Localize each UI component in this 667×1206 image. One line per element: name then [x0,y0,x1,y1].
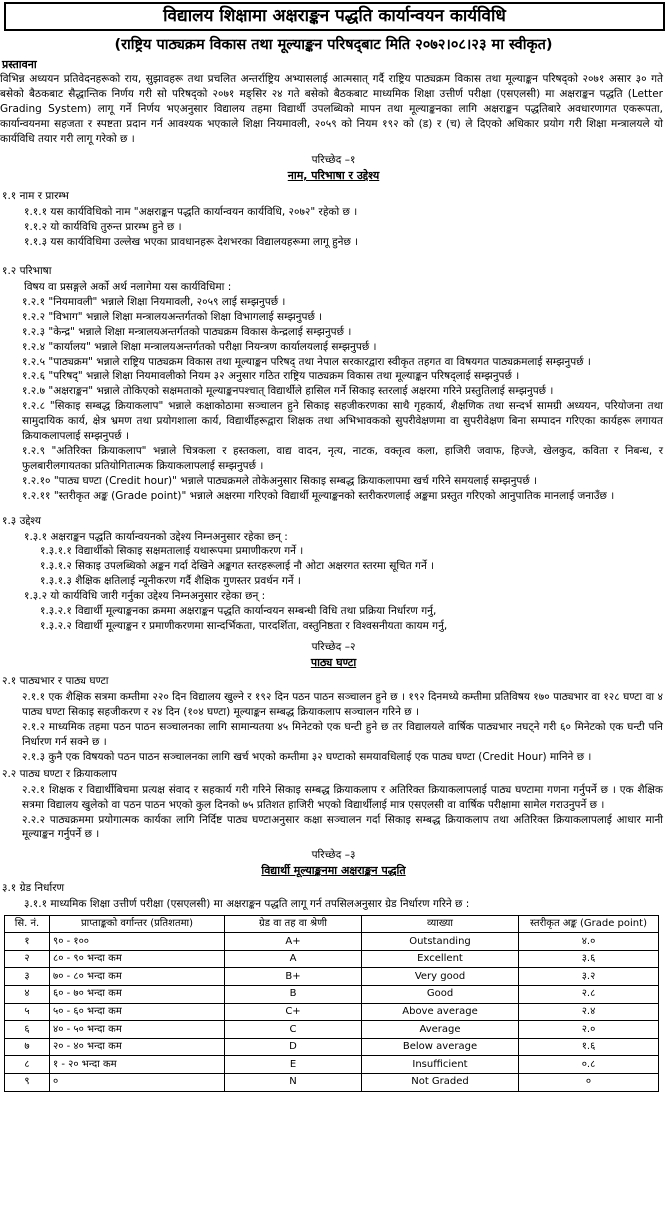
cell-grade: C+ [225,1003,362,1021]
chapter-1-label: परिच्छेद –१ [311,153,356,166]
clause-2-1-1: २.१.१ एक शैक्षिक सत्रमा कम्तीमा २२० दिन विद्यालय खुल्ने र १९२ दिन पठन पाठन सञ्चालन हुने छ । १९२ दिनमध्ये कम्तीमा प्रतिविषय १७० पाठ्यभार वा १२८ घण्टा वा ४ पाठ्य घण्टा सिकाइ सहजीकरण र २४ दिन (१०४ घण्टा) मूल्याङ्कन सम्बद्ध क्रियाकलाप सञ्चालन गरिने छ । [22,691,663,719]
grade-table [4,915,659,1092]
definition-1-2-5: १.२.५ "पाठ्यक्रम" भन्नाले राष्ट्रिय पाठ्यक्रम विकास तथा मूल्याङ्कन परिषद्‌ तथा नेपाल सरकारद्वारा स्वीकृत तहगत वा विषयगत पाठ्यक्रमलाई सम्झनुपर्छ । [22,355,591,368]
clause-2-1-2: २.१.२ माध्यमिक तहमा पठन पाठन सञ्चालनका लागि सामान्यतया ४५ मिनेटको एक घन्टी हुने छ तर विद्यालयले वार्षिक पाठ्यभार नघट्ने गरी ६० मिनेटको एक घन्टी पनि निर्धारण गर्न सक्ने छ । [22,721,663,748]
cell-description: Excellent [362,950,519,968]
clause-2-2-2: २.२.२ पाठ्यक्रममा प्रयोगात्मक कार्यका लागि निर्दिष्ट पाठ्य घण्टाअनुसार कक्षा सञ्चालन गर्दा सिकाइ सम्बद्ध क्रियाकलाप तथा अतिरिक्त क्रियाकलापलाई आधार मानी मूल्याङ्कन गर्नुपर्ने छ । [22,813,663,841]
cell-grade-point: ४.० [519,933,659,951]
header-range: प्राप्ताङ्कको वर्गान्तर (प्रतिशतमा) [50,915,225,933]
section-1-1-heading: १.१ नाम र प्रारम्भ [2,190,69,203]
definitions-intro: विषय वा प्रसङ्गले अर्को अर्थ नलागेमा यस कार्यविधिमा : [24,281,232,294]
clause-2-2-1: २.२.१ शिक्षक र विद्यार्थीबिचमा प्रत्यक्ष संवाद र सहकार्य गरी गरिने सिकाइ सम्बद्ध क्रियाकलाप र अतिरिक्त क्रियाकलापलाई पाठ्य घण्टामा गणना गर्नुपर्ने छ । एक शैक्षिक सत्रमा विद्यालय खुलेको वा पठन पाठन भएको कुल दिनको ७५ प्रतिशत हाजिरी भएको विद्यार्थीलाई मात्र एसएलसी वा वार्षिक परीक्षामा सामेल गराउनुपर्ने छ । [22,783,663,811]
section-1-2-heading: १.२ परिभाषा [2,265,52,278]
table-row [5,1021,659,1039]
table-row [5,986,659,1004]
cell-grade-point: ० [519,1074,659,1092]
cell-range: ४० - ५० भन्दा कम [50,1021,225,1039]
table-row [5,968,659,986]
cell-range: ७० - ८० भन्दा कम [50,968,225,986]
grade-table-header [5,915,659,933]
section-1-3-heading: १.३ उद्देश्य [2,514,41,527]
chapter-1-title: नाम, परिभाषा र उद्देश्य [287,168,380,182]
cell-range: १ - २० भन्दा कम [50,1056,225,1074]
chapter-2-label: परिच्छेद –२ [311,640,356,653]
table-row [5,1038,659,1056]
cell-serial: ५ [5,1003,50,1021]
header-grade-point: स्तरीकृत अङ्क (Grade point) [519,915,659,933]
cell-grade: A+ [225,933,362,951]
cell-description: Above average [362,1003,519,1021]
cell-grade: E [225,1056,362,1074]
cell-description: Average [362,1021,519,1039]
table-row [5,1003,659,1021]
cell-description: Outstanding [362,933,519,951]
preamble-text: विभिन्न अध्ययन प्रतिवेदनहरूको राय, सुझावहरू तथा प्रचलित अन्तर्राष्ट्रिय अभ्यासलाई आत्मसात्‌ गर्दै राष्ट्रिय पाठ्यक्रम विकास तथा मूल्याङ्कन परिषद्‌को २०७१ असार ३० गते बसेको बैठकबाट सैद्धान्तिक निर्णय गरी सो परिषद्‌को २०७१ मङ्सिर २४ गते बसेको बैठकबाट माध्यमिक शिक्षा उत्तीर्ण परीक्षा (एसएलसी) मा अक्षराङ्कन पद्धति (Letter Grading System) लागू गर्ने निर्णय भएअनुसार विद्यालय तहमा विद्यार्थी उपलब्धिको मापन तथा मूल्याङ्कनका लागि अक्षराङ्कन पद्धतिबारे अवधारणागत एकरूपता, कार्यान्वयनमा सहजता र स्पष्टता प्रदान गर्न आवश्यक भएकाले शिक्षा नियमावली, २०५९ को नियम १९२ को (ड) र (च) ले दिएको अधिकार प्रयोग गरी शिक्षा मन्त्रालयले यो कार्यविधि तयार गरी लागू गरेको छ । [0,73,663,146]
cell-description: Very good [362,968,519,986]
cell-grade: B [225,986,362,1004]
definition-1-2-8: १.२.८ "सिकाइ सम्बद्ध क्रियाकलाप" भन्नाले कक्षाकोठामा सञ्चालन हुने सिकाइ सहजीकरणका साथै गृहकार्य, शैक्षणिक तथा सन्दर्भ सामग्री अध्ययन, परियोजना तथा सामुदायिक कार्य, क्षेत्र भ्रमण तथा प्रयोगशाला कार्य, विद्यार्थीहरूद्वारा शिक्षक तथा अभिभावकको सुपरीवेक्षणमा वा सुपरीवेक्षण बिना सम्पादन गरिएका कार्यहरू लगायत क्रियाकलापलाई सम्झनुपर्छ । [22,400,663,443]
definition-1-2-10: १.२.१० "पाठ्य घण्टा (Credit hour)" भन्नाले पाठ्यक्रमले तोकेअनुसार सिकाइ सम्बद्ध क्रियाकलापमा खर्च गरिने समयलाई सम्झनुपर्छ । [22,474,538,487]
clause-1-1-1: १.१.१ यस कार्यविधिको नाम "अक्षराङ्कन पद्धति कार्यान्वयन कार्यविधि, २०७२" रहेको छ । [24,206,358,219]
chapter-3-label: परिच्छेद –३ [311,849,356,862]
cell-description: Not Graded [362,1074,519,1092]
cell-grade-point: ३.२ [519,968,659,986]
document-title: विद्यालय शिक्षामा अक्षराङ्कन पद्धति कार्यान्वयन कार्यविधि [4,2,665,31]
definition-1-2-9: १.२.९ "अतिरिक्त क्रियाकलाप" भन्नाले चित्रकला र हस्तकला, वाद्य वादन, नृत्य, नाटक, वक्तृत्व कला, हाजिरी जवाफ, हिज्जे, खेलकुद, कविता र निबन्ध, र फुलबारीलगायतका प्रतियोगितात्मक क्रियाकलापलाई सम्झनुपर्छ । [22,444,663,472]
cell-range: ५० - ६० भन्दा कम [50,1003,225,1021]
objective-1-3-1: १.३.१ अक्षराङ्कन पद्धति कार्यान्वयनको उद्देश्य निम्नअनुसार रहेका छन्‌ : [24,530,288,543]
definition-1-2-3: १.२.३ "केन्द्र" भन्नाले शिक्षा मन्त्रालयअन्तर्गतको पाठ्यक्रम विकास केन्द्रलाई सम्झनुपर्छ । [22,325,352,338]
cell-range: ० [50,1074,225,1092]
cell-serial: ७ [5,1038,50,1056]
cell-serial: ८ [5,1056,50,1074]
table-row [5,950,659,968]
cell-serial: ६ [5,1021,50,1039]
section-3-1-heading: ३.१ ग्रेड निर्धारण [2,881,65,894]
cell-range: २० - ४० भन्दा कम [50,1038,225,1056]
cell-serial: ९ [5,1074,50,1092]
definition-1-2-2: १.२.२ "विभाग" भन्नाले शिक्षा मन्त्रालयअन्तर्गतको शिक्षा विभागलाई सम्झनुपर्छ । [22,310,323,323]
section-2-1-heading: २.१ पाठ्यभार र पाठ्य घण्टा [2,675,109,688]
objective-1-3-2-1: १.३.२.१ विद्यार्थी मूल्याङ्कनका क्रममा अक्षराङ्कन पद्धति कार्यान्वयन सम्बन्धी विधि तथा प्रक्रिया निर्धारण गर्नु, [40,605,437,618]
chapter-2-title: पाठ्य घण्टा [310,655,357,669]
objective-1-3-1-1: १.३.१.१ विद्यार्थीको सिकाइ सक्षमतालाई यथारूपमा प्रमाणीकरण गर्ने । [40,545,304,558]
cell-grade: N [225,1074,362,1092]
clause-1-1-3: १.१.३ यस कार्यविधिमा उल्लेख भएका प्रावधानहरू देशभरका विद्यालयहरूमा लागू हुनेछ । [24,236,359,249]
section-2-2-heading: २.२ पाठ्य घण्टा र क्रियाकलाप [2,767,117,780]
cell-range: ८० - ९० भन्दा कम [50,950,225,968]
objective-1-3-2: १.३.२ यो कार्यविधि जारी गर्नुका उद्देश्य निम्नअनुसार रहेका छन्‌ : [24,590,266,603]
table-row [5,1074,659,1092]
cell-grade-point: १.६ [519,1038,659,1056]
header-grade: ग्रेड वा तह वा श्रेणी [225,915,362,933]
header-serial: सि. नं. [5,915,50,933]
definition-1-2-6: १.२.६ "परिषद्‌" भन्नाले शिक्षा नियमावलीको नियम ३२ अनुसार गठित राष्ट्रिय पाठ्यक्रम विकास तथा मूल्याङ्कन परिषद्‌लाई सम्झनुपर्छ । [22,370,520,383]
cell-description: Below average [362,1038,519,1056]
definition-1-2-1: १.२.१ "नियमावली" भन्नाले शिक्षा नियमावली, २०५९ लाई सम्झनुपर्छ । [22,295,286,308]
cell-range: ६० - ७० भन्दा कम [50,986,225,1004]
cell-grade: B+ [225,968,362,986]
approval-subtitle: (राष्ट्रिय पाठ्यक्रम विकास तथा मूल्याङ्कन परिषद्‌बाट मिति २०७२।०८।२३ मा स्वीकृत) [114,37,553,54]
clause-1-1-2: १.१.२ यो कार्यविधि तुरुन्त प्रारम्भ हुने छ । [24,221,182,234]
cell-description: Insufficient [362,1056,519,1074]
cell-description: Good [362,986,519,1004]
definition-1-2-11: १.२.११ "स्तरीकृत अङ्क (Grade point)" भन्नाले अक्षरमा गरिएको विद्यार्थी मूल्याङ्कनको स्तरीकरणलाई अङ्कमा प्रस्तुत गरिएको आनुपातिक मानलाई जनाउँछ । [22,489,615,502]
cell-serial: १ [5,933,50,951]
definition-1-2-4: १.२.४ "कार्यालय" भन्नाले शिक्षा मन्त्रालयअन्तर्गतको परीक्षा नियन्त्रण कार्यालयलाई सम्झनुपर्छ । [22,340,377,353]
cell-grade: C [225,1021,362,1039]
table-row [5,933,659,951]
objective-1-3-2-2: १.३.२.२ विद्यार्थी मूल्याङ्कन र प्रमाणीकरणमा सान्दर्भिकता, पारदर्शिता, वस्तुनिष्ठता र विश्वसनीयता कायम गर्नु, [40,619,448,632]
cell-grade-point: ०.८ [519,1056,659,1074]
cell-serial: २ [5,950,50,968]
table-row [5,1056,659,1074]
definition-1-2-7: १.२.७ "अक्षराङ्कन" भन्नाले तोकिएको सक्षमताको मूल्याङ्कनपश्चात्‌ विद्यार्थीले हासिल गर्ने सिकाइ स्तरलाई अक्षरमा गरिने प्रस्तुतिलाई सम्झनुपर्छ । [22,385,554,398]
cell-grade-point: २.८ [519,986,659,1004]
cell-grade-point: २.४ [519,1003,659,1021]
grading-intro: ३.१.१ माध्यमिक शिक्षा उत्तीर्ण परीक्षा (एसएलसी) मा अक्षराङ्कन पद्धति लागू गर्न तपसिलअनुसार ग्रेड निर्धारण गरिने छ : [24,897,470,910]
header-description: व्याख्या [362,915,519,933]
cell-range: ९० - १०० [50,933,225,951]
cell-grade: D [225,1038,362,1056]
chapter-3-title: विद्यार्थी मूल्याङ्कनमा अक्षराङ्कन पद्धति [261,864,406,878]
objective-1-3-1-3: १.३.१.३ शैक्षिक क्षतिलाई न्यूनीकरण गर्दै शैक्षिक गुणस्तर प्रवर्धन गर्ने । [40,575,301,588]
cell-grade-point: ३.६ [519,950,659,968]
preamble-heading: प्रस्तावना [2,57,37,71]
cell-grade-point: २.० [519,1021,659,1039]
objective-1-3-1-2: १.३.१.२ सिकाइ उपलब्धिको अङ्कन गर्दा देखिने अङ्कगत स्तरहरूलाई नौ ओटा अक्षरगत स्तरमा सूचित गर्ने । [40,560,435,573]
cell-serial: ४ [5,986,50,1004]
cell-grade: A [225,950,362,968]
cell-serial: ३ [5,968,50,986]
clause-2-1-3: २.१.३ कुनै एक विषयको पठन पाठन सञ्चालनका लागि खर्च भएको कम्तीमा ३२ घण्टाको समयावधिलाई एक पाठ्य घण्टा (Credit Hour) मानिने छ । [22,750,592,763]
